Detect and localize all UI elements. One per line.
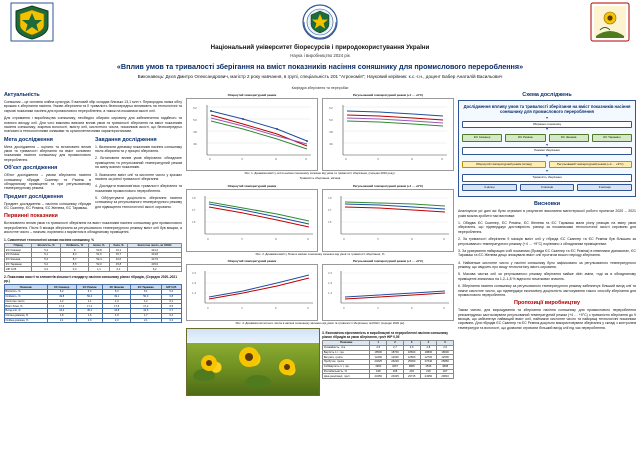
cell: 5,2 xyxy=(32,262,61,267)
conclusion-intro: Аналізуючи усі дані які були отримані в результаті виконання магістерської роботи протягом 2020 – 2021 років можна зробити такі висновки: xyxy=(458,209,636,218)
conclusion-6: 6. Зберігання насіння соняшнику за регульованого температурного режиму забезпечує більший вихід олії та нижче кислотне число, що підтверджує економічну доцільність застосування такого способу зберігання для промислового перероблення. xyxy=(458,284,636,297)
svg-text:0: 0 xyxy=(207,307,209,311)
svg-text:9: 9 xyxy=(441,157,443,161)
chart-protein-controlled xyxy=(322,189,454,252)
cell: Кислотне число xyxy=(5,299,48,304)
flow-conditions-row xyxy=(462,161,632,169)
cell: ЄС Сканнер xyxy=(5,248,32,253)
figure-3-caption: Рис. 3. Динаміка кислотного числа в насінні соняшнику залежно від умов та тривалості зберігання, мгКОН/г (середні 2020 рік) xyxy=(235,321,405,326)
svg-text:2,5: 2,5 xyxy=(328,272,333,276)
t3-h1: 1 xyxy=(370,340,387,345)
cell: 9 xyxy=(60,248,88,253)
flow-month-6: 6 місяців xyxy=(520,184,575,192)
cell: 1,9 xyxy=(103,313,131,318)
cell: 27640 xyxy=(420,360,437,365)
cell: 2,1 xyxy=(47,318,76,323)
cell: 0,5 xyxy=(161,304,181,309)
department: Кафедра зберігання та переробки xyxy=(291,86,349,90)
t3-h0: Показник xyxy=(323,340,370,345)
flow-condition-ambient: Обернутий температурний режим (склад) xyxy=(462,161,546,169)
cell: 24025 xyxy=(387,374,404,379)
cell: Вартість 1 т, грн xyxy=(323,350,370,355)
svg-text:6: 6 xyxy=(275,307,277,311)
section-subject-title: Предмет дослідження xyxy=(4,193,64,200)
conclusion-4: 4. Найменше кислотне число у насінні соняшнику було зафіксовано за регульованого температурного режиму, що свідчить про вищу технологічну якість сировини. xyxy=(458,260,636,269)
flow-month-9: 9 місяців xyxy=(577,184,632,192)
cell: 1,8 xyxy=(47,313,76,318)
cell: 49,8 xyxy=(47,294,76,299)
cell: 2,6 xyxy=(437,345,454,350)
university-logo-left xyxy=(10,2,54,42)
cell: 207 xyxy=(437,369,454,374)
figure-3b-title: Регульований температурний режим (+4 … +9°С) xyxy=(352,259,424,264)
cell: 8,4 xyxy=(60,253,88,258)
figure-1a-title: Обернутий температурний режим xyxy=(227,93,277,97)
scheme-title: Схема досліджень xyxy=(522,92,572,98)
poster-body xyxy=(0,92,640,452)
cell: 53,8 xyxy=(89,248,109,253)
cell: 1,1 xyxy=(89,267,109,272)
cell: 17,2 xyxy=(131,304,162,309)
figure-3b xyxy=(322,258,454,321)
figure-1a xyxy=(186,92,318,171)
svg-text:0: 0 xyxy=(343,236,345,241)
cell: 43,8 xyxy=(103,309,131,314)
figure-2b xyxy=(322,183,454,252)
t2-h3: ЄС Женева xyxy=(103,285,131,290)
figure-2b-title: Регульований температурний режим (+4 … +9°С) xyxy=(352,183,424,188)
column-right xyxy=(458,92,636,333)
cell: 0,8 xyxy=(161,294,181,299)
chart-acid-controlled xyxy=(322,264,454,321)
aims-and-tasks xyxy=(4,137,182,214)
chart-oil-ambient xyxy=(186,98,318,171)
proposals-title: Пропозиції виробництву xyxy=(513,300,580,307)
section-tasks-title: Завдання дослідження xyxy=(95,136,157,143)
cell: Смітна домішка, % xyxy=(5,313,48,318)
flow-title: Дослідження впливу умов та тривалості зберігання на вміст показників насіння соняшнику для промислового перероблення xyxy=(463,104,631,115)
table-technological-traits xyxy=(4,243,182,273)
svg-text:9: 9 xyxy=(305,157,307,161)
cell: Ціна реалізації, грн/т xyxy=(323,374,370,379)
cell: 12600 xyxy=(387,355,404,360)
t1-h4: Зола, % xyxy=(109,243,128,248)
task-item-4: 4. Дослідити взаємозв’язок тривалості зберігання та показників промислового перероблення. xyxy=(95,184,182,193)
svg-text:9: 9 xyxy=(307,236,309,241)
cell: 2,7 xyxy=(387,345,404,350)
column-left xyxy=(4,92,182,323)
flow-month-3: 3 місяці xyxy=(462,184,517,192)
cell: 6,4 xyxy=(76,289,103,294)
t3-h2: 2 xyxy=(387,340,404,345)
cell: 18800 xyxy=(420,350,437,355)
t3-h3: 3 xyxy=(403,340,420,345)
cell: 4536 xyxy=(420,364,437,369)
t1-h1: Вологість, % xyxy=(32,243,61,248)
table-row xyxy=(5,318,182,323)
cell: 12500 xyxy=(403,355,420,360)
cell: 1,2 xyxy=(47,299,76,304)
disc-shape xyxy=(206,360,212,366)
photo-sky xyxy=(187,329,319,344)
svg-text:15: 15 xyxy=(192,219,196,224)
table-row xyxy=(323,374,454,379)
svg-text:9: 9 xyxy=(443,307,445,311)
figure-3-charts xyxy=(186,258,454,321)
cell: 51,6 xyxy=(89,253,109,258)
svg-text:6: 6 xyxy=(411,157,413,161)
flow-months-row xyxy=(462,184,632,192)
section-actuality-title: Актуальність xyxy=(4,92,40,98)
arrow-down-icon: ▼ xyxy=(545,142,549,147)
flow-duration-label: Тривалість зберігання xyxy=(462,174,632,182)
figure-1b-title: Регульований температурний режим (+4 … +9°С) xyxy=(352,93,424,97)
figure-2a-title: Обернутий температурний режим xyxy=(227,183,277,188)
cell: Урожайність, т/га xyxy=(323,345,370,350)
cell: 2,0 xyxy=(76,318,103,323)
proposals-text: Таким чином, для вирощування та зберігання насіння соняшнику для промислового перероблення рекомендуємо застосовувати регульований температурний режим (+4 … +9°С) з тривалістю зберігання до 9 місяців, що забезпечує найвищий вміст олії, найнижче кислотне число та найкращі технологічні показники сировини. Для гібридів ЄС Сканнер та ЄС Рємінж доцільно використовувати зберігання у складі з контролем температури та вологості, що дозволяє отримати більший вихід олії під час перероблення. xyxy=(458,308,636,330)
t3-h5: 5 xyxy=(437,340,454,345)
column-center xyxy=(186,92,454,396)
conclusions-title: Висновки xyxy=(533,201,561,208)
svg-text:6: 6 xyxy=(411,307,413,311)
figure-3a-title: Обернутий температурний режим xyxy=(227,259,277,264)
t3-h4: 4 xyxy=(420,340,437,345)
cell: 24350 xyxy=(420,374,437,379)
cell: ЄС Тарамаш xyxy=(5,262,32,267)
cell: 15,8 xyxy=(109,262,128,267)
t1-h0: Гібрид xyxy=(5,243,32,248)
figure-1-charts xyxy=(186,92,454,171)
svg-text:19: 19 xyxy=(328,195,332,200)
cell: 16,1 xyxy=(109,248,128,253)
university-name: Національний університет біоресурсів і природокористування України xyxy=(210,44,430,51)
svg-text:2,5: 2,5 xyxy=(192,272,197,276)
cell: 23810 xyxy=(437,374,454,379)
svg-text:3: 3 xyxy=(377,157,379,161)
flow-hybrids-row xyxy=(462,134,632,142)
cell: 18600 xyxy=(437,350,454,355)
figure-2-caption: Рис. 2. Динаміка вмісту білка в насінні соняшнику залежно від умов та тривалості зберігання, % xyxy=(255,251,385,256)
cell: 0,1 xyxy=(161,299,181,304)
section-object-text: Об’єкт дослідження – умови зберігання насіння соняшнику гібридів Сканнер та Рємінж в обладнаному приміщенні та при регульованому температурному режимі. xyxy=(4,173,91,191)
cell: 2,8 xyxy=(420,345,437,350)
cell: ЄС Рємінж xyxy=(5,253,32,258)
svg-text:46: 46 xyxy=(193,142,197,146)
poster-header xyxy=(0,0,640,46)
svg-text:3: 3 xyxy=(241,157,243,161)
cell: 49,1 xyxy=(103,294,131,299)
svg-text:1,2: 1,2 xyxy=(192,292,197,296)
cell: 8,7 xyxy=(60,257,88,262)
cell: 4667 xyxy=(387,364,404,369)
cell: 4960 xyxy=(370,364,387,369)
cell: 17,4 xyxy=(47,304,76,309)
economics-table-wrap xyxy=(322,328,454,396)
svg-text:6: 6 xyxy=(275,157,277,161)
task-item-1: 1. Визначити динаміку показників насіння соняшнику після збирання та у процесі зберігання. xyxy=(95,144,182,153)
cell: 2,3 xyxy=(103,318,131,323)
svg-text:52: 52 xyxy=(193,106,197,110)
t2-h0: Показник xyxy=(5,285,48,290)
flow-hybrid-1: ЄС Сканнер xyxy=(462,134,502,142)
t1-h2: Олійність, % xyxy=(60,243,88,248)
leaf-shape xyxy=(245,375,271,388)
cell: 208 xyxy=(387,369,404,374)
figure-2a xyxy=(186,183,318,252)
cell: 16,0 xyxy=(109,257,128,262)
svg-text:0: 0 xyxy=(209,157,211,161)
flow-harvest: Збирання соняшнику xyxy=(462,121,632,129)
cell: ЄС Женева xyxy=(5,257,32,262)
sunflower-photo-wrap xyxy=(186,328,318,396)
svg-text:3: 3 xyxy=(241,236,243,241)
cell: 415,0 xyxy=(128,262,182,267)
faculty-logo-right xyxy=(590,2,630,42)
svg-text:3: 3 xyxy=(241,307,243,311)
figure-1-axis-x: Тривалість зберігання, місяців xyxy=(299,176,341,181)
cell: 5,4 xyxy=(32,248,61,253)
cell: 4808 xyxy=(437,364,454,369)
chart-protein-ambient xyxy=(186,189,318,252)
cell: Рентабельність, % xyxy=(323,369,370,374)
bottom-row xyxy=(186,328,454,396)
svg-text:6: 6 xyxy=(275,236,277,241)
cell: 24625 xyxy=(370,360,387,365)
flow-hybrid-2: ЄС Рємінж xyxy=(505,134,545,142)
cell: 6,1 xyxy=(131,289,162,294)
cell: 17,1 xyxy=(76,304,103,309)
cell: 6,2 xyxy=(128,267,182,272)
svg-text:0: 0 xyxy=(207,236,209,241)
table-economic-efficiency xyxy=(322,340,454,379)
t1-h3: Білок, % xyxy=(89,243,109,248)
arrow-down-icon: ▼ xyxy=(545,169,549,174)
cell: 1,7 xyxy=(131,313,162,318)
section-results-title: Первинні показники xyxy=(4,213,58,220)
authors: Виконавець: Дєєв Дмитро Олександрович, магістр 2 року навчання, в групі, спеціальність 201 "Агрономія"; Науковий керівник: к.с.-г.н., доцент Бабер Анаталій Васильович xyxy=(137,74,503,79)
cell: 23450 xyxy=(370,374,387,379)
svg-text:17: 17 xyxy=(328,207,332,212)
cell: 44,2 xyxy=(47,309,76,314)
svg-text:9: 9 xyxy=(443,236,445,241)
flow-hybrid-3: ЄС Женева xyxy=(549,134,589,142)
cell: 203 xyxy=(403,369,420,374)
poster-title: «Вплив умов та тривалості зберігання на вміст показників насіння соняшнику для промислового перероблення» xyxy=(116,62,524,71)
chart-oil-controlled xyxy=(322,98,454,171)
svg-text:3: 3 xyxy=(377,236,379,241)
cell: 2,5 xyxy=(370,345,387,350)
conclusion-5: 5. Масова частка олії за регульованого режиму зберігання майже didn зміни, тоді як в обладнаному приміщенні знизилася на 1,2–1,8 % відносно початкових значень. xyxy=(458,272,636,281)
cell: 25860 xyxy=(437,360,454,365)
conclusion-2: 2. За тривалості зберігання 9 місяців вміст олії у гібрида ЄС Сканнер та ЄС Рємінж був більшим за регульованого температурного режиму (+4 … +9°С) порівняно з обладнаним приміщенням. xyxy=(458,237,636,246)
flow-regimes-label: Режими зберігання xyxy=(462,147,632,155)
cell: 417,5 xyxy=(128,257,182,262)
cell: Прибуток, грн/га xyxy=(323,360,370,365)
sunflower-field-photo xyxy=(186,328,320,396)
section-results-text: Встановлено вплив умов та тривалості зберігання на вміст показників насіння соняшнику для промислового перероблення. Після 9 місяців зберігання за регульованого температурного режиму вміст олії був вищим, а кислотне число – нижчим, порівняно з варіантом в обладнаному приміщенні. xyxy=(4,221,182,235)
t2-h1: ЄС Сканнер xyxy=(47,285,76,290)
cell: 6,3 xyxy=(103,289,131,294)
cell: 52,4 xyxy=(89,257,109,262)
table-quality-indicators xyxy=(4,284,182,323)
cell: 5,1 xyxy=(32,253,61,258)
svg-text:48: 48 xyxy=(193,130,197,134)
svg-text:50: 50 xyxy=(193,118,197,122)
cell: Вологість, % xyxy=(5,289,48,294)
figure-2-charts xyxy=(186,183,454,252)
section-goal-text: Мета дослідження – оцінити та встановити вплив умов та тривалості зберігання на вміст основних показників насіння соняшнику для промислового перероблення. xyxy=(4,144,91,162)
arrow-down-icon: ▼ xyxy=(545,116,549,121)
cell: 18700 xyxy=(387,350,404,355)
svg-text:9: 9 xyxy=(307,307,309,311)
cell: 1,3 xyxy=(103,299,131,304)
cell: 198 xyxy=(370,369,387,374)
cell: 23715 xyxy=(403,374,420,379)
cell: 12700 xyxy=(420,355,437,360)
t2-h2: ЄС Рємінж xyxy=(76,285,103,290)
cell: 0,4 xyxy=(109,267,128,272)
task-item-3: 3. Визначити вміст олії та кислотне число у зразках насіння за різної тривалості зберігання. xyxy=(95,172,182,181)
svg-text:19: 19 xyxy=(192,195,196,200)
cell: Олійність, % xyxy=(5,294,48,299)
cell: 50,0 xyxy=(131,294,162,299)
figure-1-caption: Рис. 1. Динаміка вмісту олії в насінні соняшнику залежно від умов та тривалості зберігання, (середні 2020 року). xyxy=(244,171,396,175)
cell: 5,3 xyxy=(32,257,61,262)
table-1-caption: 1. Симоптичні технологічні ознаки насіння соняшнику, % xyxy=(4,237,94,242)
svg-text:50: 50 xyxy=(329,118,333,122)
t1-h5: Кислотне число, мг КОН/г xyxy=(128,243,182,248)
cell: 4808 xyxy=(403,364,420,369)
svg-text:1,8: 1,8 xyxy=(328,282,333,286)
cell: 44,6 xyxy=(131,309,162,314)
flow-condition-controlled: Регульований температурний режим (+4 … +9°С) xyxy=(549,161,633,169)
disc-shape xyxy=(284,364,290,370)
university-logo-center xyxy=(298,2,342,44)
table-2-caption: 2. Показники якості та елементів кількості стандарту насіння соняшнику різних гібридів, (Середнє 2020–2021 рр.) xyxy=(4,275,177,284)
cell: Вміст білка, % xyxy=(5,304,48,309)
svg-text:0: 0 xyxy=(345,157,347,161)
cell: 26249 xyxy=(387,360,404,365)
svg-text:48: 48 xyxy=(329,130,333,134)
cell: 0,2 xyxy=(161,289,181,294)
cell: 25360 xyxy=(403,360,420,365)
cell: НІР 0,05 xyxy=(5,267,32,272)
cell: 12500 xyxy=(437,355,454,360)
svg-text:15: 15 xyxy=(328,219,332,224)
task-item-5: 5. Обґрунтувати доцільність зберігання насіння соняшнику за регульованого температурного режиму для підвищення технологічної якості сировини. xyxy=(95,196,182,209)
svg-text:1,8: 1,8 xyxy=(192,282,197,286)
task-item-2: 2. Встановити вплив умов зберігання: обладнане приміщення та регульований температурний режим на зміну якісних показників. xyxy=(95,156,182,170)
t2-h5: НІР 0,05 xyxy=(161,285,181,290)
conclusion-3: 3. За урахування найкращих собі показники (Правда ЄС Сканнер та ЄС Рємінж) в невеликих діапазонах, ЄС Тарамаш та ЄС Женева дещо знижували вміст олії протягом всього періоду зберігання. xyxy=(458,248,636,258)
figure-1b xyxy=(322,92,454,171)
header-subtitle: Наука і виробництво 2024 рік xyxy=(290,53,350,58)
cell: 0,2 xyxy=(161,318,181,323)
svg-text:6: 6 xyxy=(411,236,413,241)
cell: 1,1 xyxy=(76,299,103,304)
table-3-caption: 3. Економічна ефективність в виробництві та переробленні насіння соняшнику різних гібридів за умов зберігання, грн/т НІР 0,05 xyxy=(322,330,448,339)
cell: 12400 xyxy=(370,355,387,360)
svg-text:52: 52 xyxy=(329,106,333,110)
cell: 45,1 xyxy=(76,309,103,314)
cell: 1,6 xyxy=(76,313,103,318)
cell: 413,8 xyxy=(128,253,182,258)
t2-h4: ЄС Тарамаш xyxy=(131,285,162,290)
cell: 52,0 xyxy=(89,262,109,267)
disc-shape xyxy=(245,353,253,361)
section-actuality-text: Соняшник – це основна олійна культура. Її валовий збір складає близько 13,1 млн т. Первородна ланка обігу врожаю є зберігання насіння. Умови зберігання та її тривалість безпосередньо впливають на технологічні та харчові показники насіння для промислового перероблення, а також на показники якості олії. xyxy=(4,100,182,113)
section-subject-text: Предмет дослідження – насіння соняшнику гібридів ЄС Сканнер, ЄС Рємінж, ЄС Женева, ЄС Тарамаш. xyxy=(4,201,91,210)
cell: 421,2 xyxy=(128,248,182,253)
leaf-shape xyxy=(193,369,215,381)
svg-text:17: 17 xyxy=(192,207,196,212)
arrow-down-icon: ▼ xyxy=(545,153,549,158)
cell: 218 xyxy=(420,369,437,374)
table-row xyxy=(5,267,182,272)
cell: 6,2 xyxy=(47,289,76,294)
flow-hybrid-4: ЄС Тарамаш xyxy=(592,134,632,142)
svg-text:3: 3 xyxy=(377,307,379,311)
cell: Олійна домішка, % xyxy=(5,318,48,323)
tasks-block xyxy=(95,137,182,214)
research-scheme-flowchart xyxy=(458,100,636,197)
cell: 0,7 xyxy=(161,309,181,314)
conclusion-1: 1. Обидва ЄС Сканнер, ЄС Рємінж, ЄС Женева та ЄС Тарамаш мали різну реакцію на зміну умов зберігання, що підтверджує достовірність різниці за показниками технологічної якості сировини для перероблення. xyxy=(458,221,636,234)
cell: 15,7 xyxy=(109,253,128,258)
svg-text:0: 0 xyxy=(343,307,345,311)
arrow-down-icon: ▼ xyxy=(545,127,549,132)
section-actuality-text-2: Для отримання і виробництва соняшнику, необхідно обирати сировину для забезпечення надійного та повного виходу олії. Для чого важливо вивчати вплив умов та тривалості зберігання на вміст показників насіння соняшнику, зокрема вологості, вмісту олії, кислотного числа, показників якості, що безпосередньо пов’язані із технологічними ознаками та органолептичними характеристиками. xyxy=(4,116,182,134)
cell: 8,5 xyxy=(60,262,88,267)
cell: Собівартість 1 т, грн xyxy=(323,364,370,369)
cell: 2,6 xyxy=(403,345,420,350)
svg-text:1,2: 1,2 xyxy=(328,292,333,296)
section-goal-title: Мета дослідження xyxy=(4,136,53,143)
aims-block xyxy=(4,137,91,214)
figure-3a xyxy=(186,258,318,321)
cell: 50,4 xyxy=(76,294,103,299)
cell: Вихід олії, % xyxy=(5,309,48,314)
chart-acid-ambient xyxy=(186,264,318,321)
cell: 2,1 xyxy=(131,318,162,323)
section-object-title: Об’єкт дослідження xyxy=(4,165,58,172)
cell: 18500 xyxy=(370,350,387,355)
cell: 17,6 xyxy=(103,304,131,309)
cell: 0,2 xyxy=(161,313,181,318)
cell: Витрати, грн/га xyxy=(323,355,370,360)
cell: 18600 xyxy=(403,350,420,355)
cell: 1,2 xyxy=(131,299,162,304)
cell: 0,3 xyxy=(60,267,88,272)
cell: 0,2 xyxy=(32,267,61,272)
svg-text:46: 46 xyxy=(329,142,333,146)
